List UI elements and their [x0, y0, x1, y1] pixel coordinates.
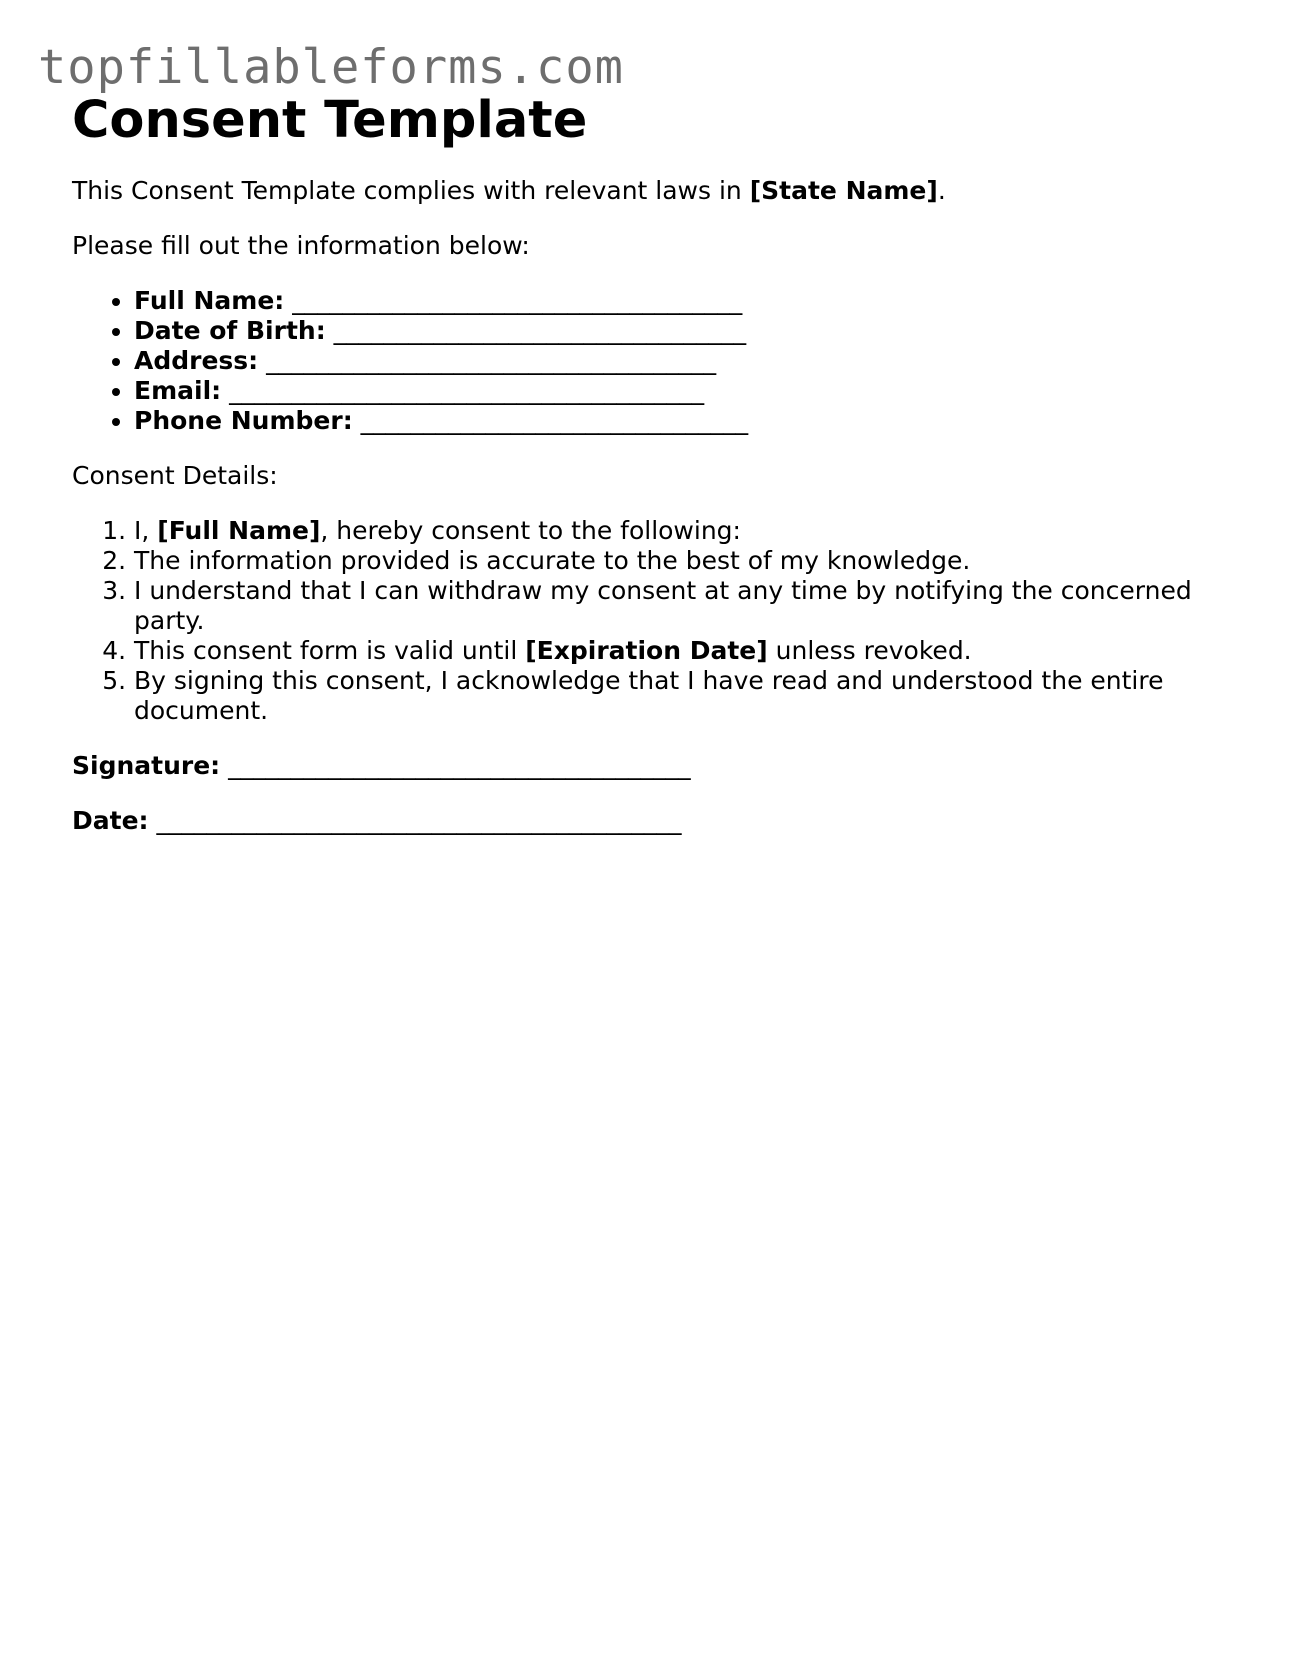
- consent-item: [134, 666, 1232, 726]
- signature-label: Signature:: [72, 751, 221, 780]
- field-label: Full Name:: [134, 286, 285, 315]
- address-blank[interactable]: ____________________________________: [266, 346, 717, 375]
- compliance-text: This Consent Template complies with relevant laws in: [72, 176, 750, 205]
- fill-instruction: Please fill out the information below:: [72, 231, 530, 260]
- consent-item-text: , hereby consent to the following:: [320, 516, 741, 545]
- field-label: Address:: [134, 346, 259, 375]
- compliance-period: .: [937, 176, 946, 205]
- signature-line: [72, 751, 1232, 781]
- field-email: [134, 376, 1232, 406]
- consent-item-text: By signing this consent, I acknowledge that I have read and understood the entire document.: [134, 666, 1164, 725]
- date-line: [72, 806, 1232, 836]
- field-label: Email:: [134, 376, 222, 405]
- consent-item-text: I understand that I can withdraw my consent at any time by notifying the concerned party.: [134, 576, 1192, 635]
- compliance-statement: [72, 176, 1232, 206]
- consent-details-list: [72, 516, 1232, 726]
- personal-info-list: [72, 286, 1232, 436]
- consent-details-heading: Consent Details:: [72, 461, 278, 490]
- field-full-name: [134, 286, 1232, 316]
- consent-item: [134, 576, 1232, 636]
- signature-blank[interactable]: _____________________________________: [228, 751, 691, 780]
- consent-item: [134, 636, 1232, 666]
- full-name-placeholder: [Full Name]: [157, 516, 321, 545]
- date-of-birth-blank[interactable]: _________________________________: [333, 316, 747, 345]
- consent-item-text: unless revoked.: [767, 636, 972, 665]
- watermark: topfillableforms.com: [38, 40, 624, 95]
- field-phone-number: [134, 406, 1232, 436]
- consent-item: [134, 516, 1232, 546]
- full-name-blank[interactable]: ____________________________________: [292, 286, 743, 315]
- consent-item-text: I,: [134, 516, 158, 545]
- consent-item-text: The information provided is accurate to the best of my knowledge.: [134, 546, 971, 575]
- document-page: [72, 88, 1232, 836]
- document-title: Consent Template: [72, 91, 588, 150]
- expiration-date-placeholder: [Expiration Date]: [525, 636, 768, 665]
- field-date-of-birth: [134, 316, 1232, 346]
- field-label: Phone Number:: [134, 406, 353, 435]
- field-label: Date of Birth:: [134, 316, 326, 345]
- phone-number-blank[interactable]: _______________________________: [360, 406, 749, 435]
- state-name-placeholder: [State Name]: [749, 176, 938, 205]
- email-blank[interactable]: ______________________________________: [229, 376, 705, 405]
- field-address: [134, 346, 1232, 376]
- date-blank[interactable]: __________________________________________: [156, 806, 682, 835]
- consent-item: [134, 546, 1232, 576]
- consent-item-text: This consent form is valid until: [134, 636, 526, 665]
- date-label: Date:: [72, 806, 149, 835]
